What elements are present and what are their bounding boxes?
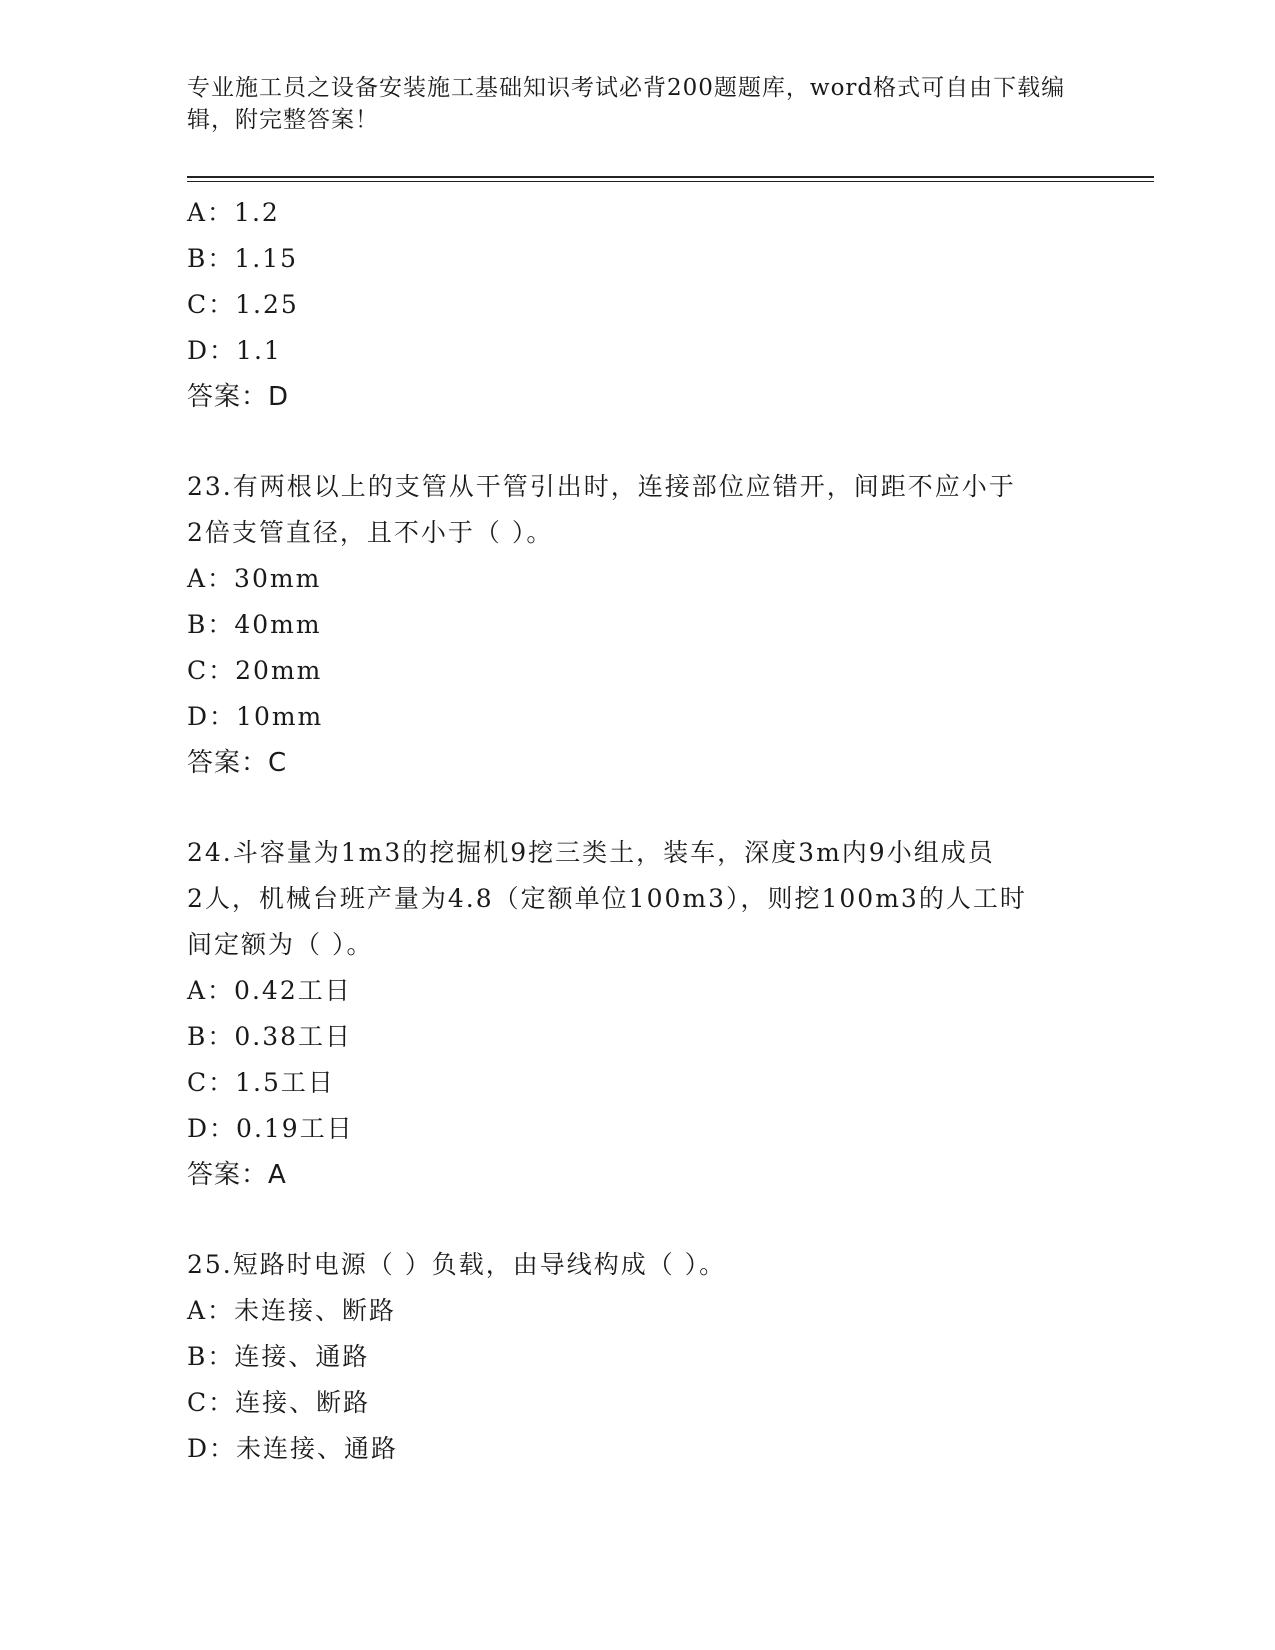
option-a: A：1.2 — [187, 198, 280, 227]
option-a: A：30mm — [187, 564, 322, 593]
header-rule-thin — [187, 181, 1154, 182]
header-rule-thick — [187, 176, 1154, 178]
question-block-24 — [187, 830, 1087, 1198]
option-c: C：连接、断路 — [187, 1388, 371, 1417]
question-text: 24.斗容量为1m3的挖掘机9挖三类土，装车，深度3m内9小组成员 — [187, 838, 995, 867]
option-d: D：10mm — [187, 702, 324, 731]
question-text: 23.有两根以上的支管从干管引出时，连接部位应错开，间距不应小于 — [187, 472, 1016, 501]
option-a: A：0.42工日 — [187, 976, 352, 1005]
spacer — [187, 420, 1087, 464]
question-block-25 — [187, 1242, 1087, 1472]
question-text: 25.短路时电源（ ）负载，由导线构成（ ）。 — [187, 1250, 727, 1279]
option-b: B：0.38工日 — [187, 1022, 353, 1051]
document-header: 专业施工员之设备安装施工基础知识考试必背200题题库，word格式可自由下载编辑，附完整答案！ — [187, 75, 1066, 133]
option-b: B：1.15 — [187, 244, 299, 273]
option-c: C：1.25 — [187, 290, 299, 319]
answer-line: 答案：C — [187, 748, 288, 778]
question-text: 2人，机械台班产量为4.8（定额单位100m3），则挖100m3的人工时 — [187, 884, 1027, 913]
question-block-23 — [187, 464, 1087, 786]
question-text: 2倍支管直径，且不小于（ ）。 — [187, 518, 554, 547]
question-block-prev — [187, 190, 1087, 420]
option-c: C：1.5工日 — [187, 1068, 335, 1097]
option-c: C：20mm — [187, 656, 323, 685]
answer-line: 答案：A — [187, 1160, 287, 1190]
option-a: A：未连接、断路 — [187, 1296, 397, 1325]
spacer — [187, 1198, 1087, 1242]
question-list — [187, 190, 1087, 1472]
option-d: D：未连接、通路 — [187, 1434, 399, 1463]
option-d: D：0.19工日 — [187, 1114, 354, 1143]
spacer — [187, 786, 1087, 830]
answer-line: 答案：D — [187, 382, 290, 412]
option-d: D：1.1 — [187, 336, 282, 365]
option-b: B：40mm — [187, 610, 322, 639]
option-b: B：连接、通路 — [187, 1342, 370, 1371]
question-text: 间定额为（ ）。 — [187, 930, 374, 959]
